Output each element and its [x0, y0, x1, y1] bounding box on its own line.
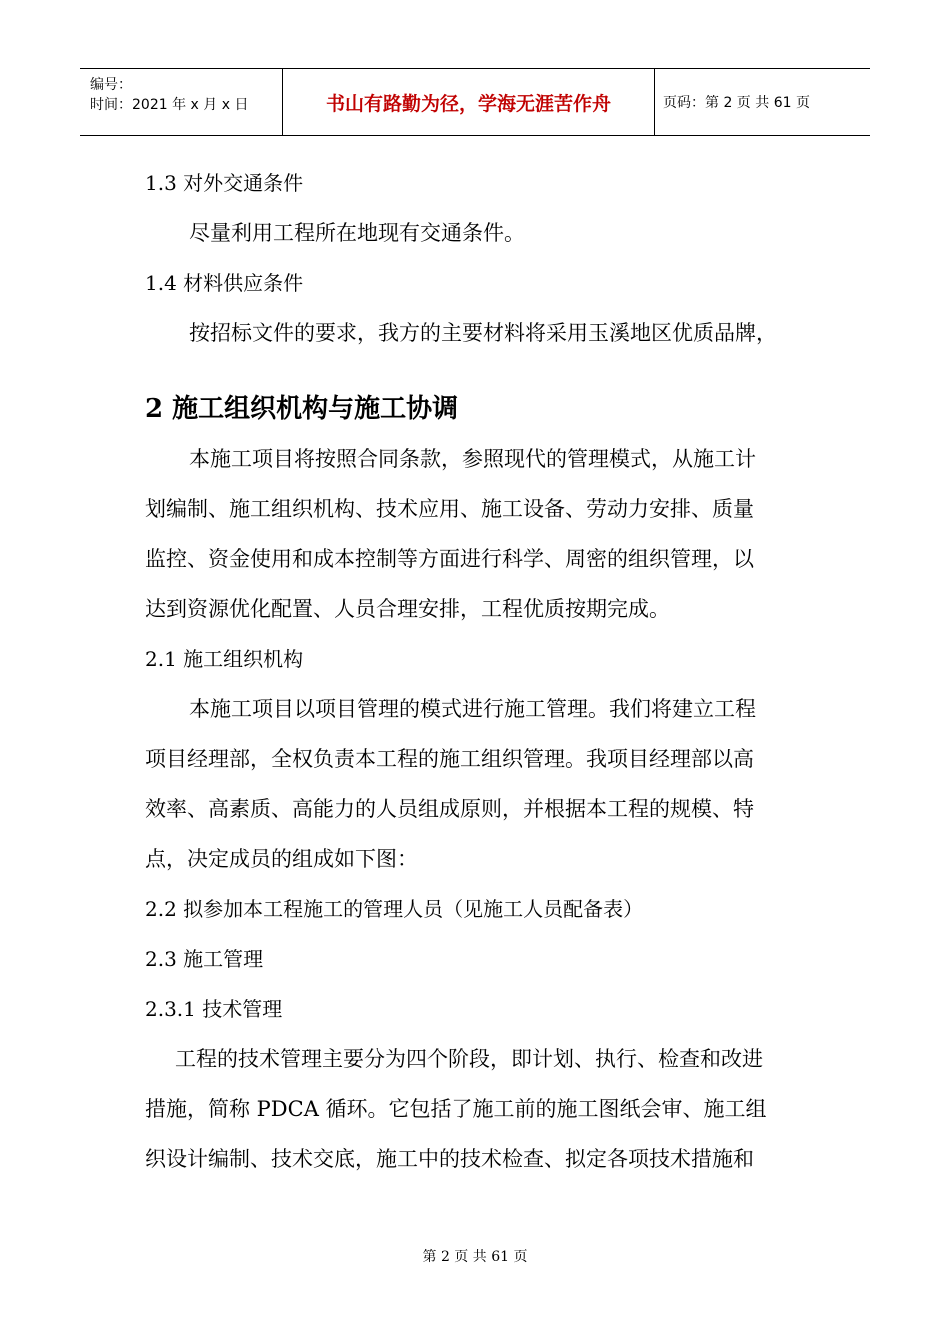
- page-header: [80, 68, 870, 136]
- paragraph-line: 项目经理部，全权负责本工程的施工组织管理。我项目经理部以高: [145, 747, 754, 771]
- page-footer: 第 2 页 共 61 页: [422, 1249, 528, 1265]
- section-1-4-text: 按招标文件的要求，我方的主要材料将采用玉溪地区优质品牌，: [189, 321, 777, 345]
- paragraph-line: 点，决定成员的组成如下图：: [145, 847, 418, 871]
- paragraph-line: 本施工项目将按照合同条款，参照现代的管理模式，从施工计: [189, 447, 756, 471]
- paragraph-line: 织设计编制、技术交底，施工中的技术检查、拟定各项技术措施和: [145, 1147, 754, 1171]
- section-2-2-title: 2.2 拟参加本工程施工的管理人员（见施工人员配备表）: [145, 897, 644, 921]
- section-1-3-text: 尽量利用工程所在地现有交通条件。: [189, 221, 525, 245]
- paragraph-line: 划编制、施工组织机构、技术应用、施工设备、劳动力安排、质量: [145, 497, 754, 521]
- header-number-label: 编号：: [90, 77, 132, 93]
- paragraph-line: 效率、高素质、高能力的人员组成原则，并根据本工程的规模、特: [145, 797, 754, 821]
- document-body: [145, 158, 805, 1184]
- paragraph-line: 本施工项目以项目管理的模式进行施工管理。我们将建立工程: [189, 697, 756, 721]
- paragraph-line: 达到资源优化配置、人员合理安排，工程优质按期完成。: [145, 597, 670, 621]
- header-time-label: 时间：2021 年 x 月 x 日: [90, 97, 249, 113]
- header-page-info: 页码：第 2 页 共 61 页: [663, 95, 810, 111]
- section-1-4-title: 1.4 材料供应条件: [145, 271, 304, 295]
- section-2-3-1-title: 2.3.1 技术管理: [145, 997, 283, 1021]
- paragraph-line: 措施，简称 PDCA 循环。它包括了施工前的施工图纸会审、施工组: [145, 1097, 767, 1121]
- header-motto: 书山有路勤为径，学海无涯苦作舟: [282, 69, 655, 135]
- section-1-3-title: 1.3 对外交通条件: [145, 171, 304, 195]
- paragraph-line: 工程的技术管理主要分为四个阶段，即计划、执行、检查和改进: [175, 1047, 763, 1071]
- header-meta: [80, 69, 282, 135]
- paragraph-line: 监控、资金使用和成本控制等方面进行科学、周密的组织管理，以: [145, 547, 754, 571]
- section-2-heading: 2 施工组织机构与施工协调: [145, 394, 459, 424]
- section-2-1-title: 2.1 施工组织机构: [145, 647, 304, 671]
- section-2-3-title: 2.3 施工管理: [145, 947, 264, 971]
